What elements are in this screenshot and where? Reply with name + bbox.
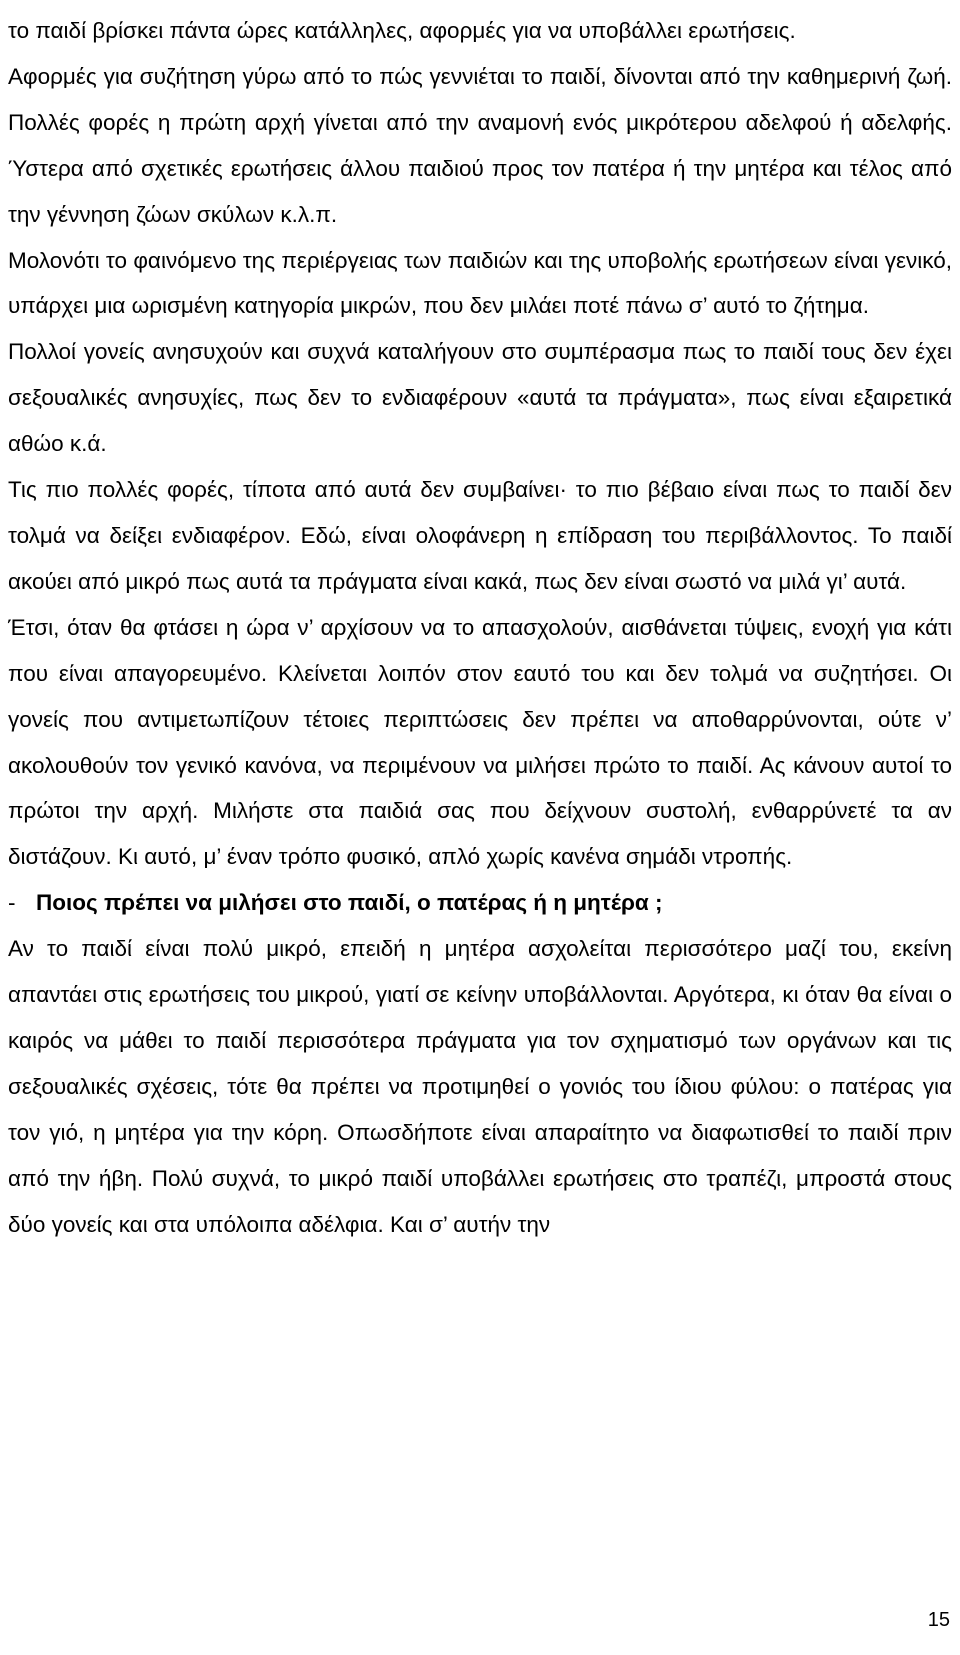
- paragraph-4: Πολλοί γονείς ανησυχούν και συχνά καταλήγουν στο συμπέρασμα πως το παιδί τους δεν έχει σεξουαλικές ανησυχίες, πως δεν το ενδιαφέρουν «αυτά τα πράγματα», πως είναι εξαιρετικά αθώο κ.ά.: [8, 339, 952, 457]
- paragraph-5: Τις πιο πολλές φορές, τίποτα από αυτά δεν συμβαίνει· το πιο βέβαιο είναι πως το παιδί δεν τολμά να δείξει ενδιαφέρον. Εδώ, είναι ολοφάνερη η επίδραση του περιβάλλοντος. Το παιδί ακούει από μικρό πως αυτά τα πράγματα είναι κακά, πως δεν είναι σωστό να μιλά γι’ αυτά.: [8, 477, 952, 594]
- heading-text: Ποιος πρέπει να μιλήσει στο παιδί, ο πατέρας ή η μητέρα ;: [36, 890, 663, 916]
- section-heading: [8, 880, 952, 926]
- paragraph-7: Αν το παιδί είναι πολύ μικρό, επειδή η μητέρα ασχολείται περισσότερο μαζί του, εκείνη απαντάει στις ερωτήσεις του μικρού, γιατί σε κείνην υποβάλλονται. Αργότερα, κι όταν θα είναι ο καιρός να μάθει το παιδί περισσότερα πράγματα για τον σχηματισμό των οργάνων και τις σεξουαλικές σχέσεις, τότε θα πρέπει να προτιμηθεί ο γονιός του ίδιου φύλου: ο πατέρας για τον γιό, η μητέρα για την κόρη. Οπωσδήποτε είναι απαραίτητο να διαφωτισθεί το παιδί πριν από την ήβη. Πολύ συχνά, το μικρό παιδί υποβάλλει ερωτήσεις στο τραπέζι, μπροστά στους δύο γονείς και στα υπόλοιπα αδέλφια. Και σ’ αυτήν την: [8, 936, 952, 1237]
- heading-dash: -: [8, 890, 16, 916]
- paragraph-3: Μολονότι το φαινόμενο της περιέργειας των παιδιών και της υποβολής ερωτήσεων είναι γενικό, υπάρχει μια ωρισμένη κατηγορία μικρών, που δεν μιλάει ποτέ πάνω σ’ αυτό το ζήτημα.: [8, 247, 952, 319]
- page-number: 15: [927, 1609, 950, 1631]
- paragraph-1: το παιδί βρίσκει πάντα ώρες κατάλληλες, αφορμές για να υποβάλλει ερωτήσεις.: [8, 18, 796, 43]
- paragraph-2: Αφορμές για συζήτηση γύρω από το πώς γεννιέται το παιδί, δίνονται από την καθημερινή ζωή. Πολλές φορές η πρώτη αρχή γίνεται από την αναμονή ενός μικρότερου αδελφού ή αδελφής. Ύστερα από σχετικές ερωτήσεις άλλου παιδιού προς τον πατέρα ή την μητέρα και τέλος από την γέννηση ζώων σκύλων κ.λ.π.: [8, 63, 952, 227]
- paragraph-6: Έτσι, όταν θα φτάσει η ώρα ν’ αρχίσουν να το απασχολούν, αισθάνεται τύψεις, ενοχή για κάτι που είναι απαγορευμένο. Κλείνεται λοιπόν στον εαυτό του και δεν τολμά να συζητήσει. Οι γονείς που αντιμετωπίζουν τέτοιες περιπτώσεις δεν πρέπει να αποθαρρύνονται, ούτε ν’ ακολουθούν τον γενικό κανόνα, να περιμένουν να μιλήσει πρώτο το παιδί. Ας κάνουν αυτοί το πρώτοι την αρχή. Μιλήστε στα παιδιά σας που δείχνουν συστολή, ενθαρρύνετέ τα αν διστάζουν. Κι αυτό, μ’ έναν τρόπο φυσικό, απλό χωρίς κανένα σημάδι ντροπής.: [8, 614, 952, 870]
